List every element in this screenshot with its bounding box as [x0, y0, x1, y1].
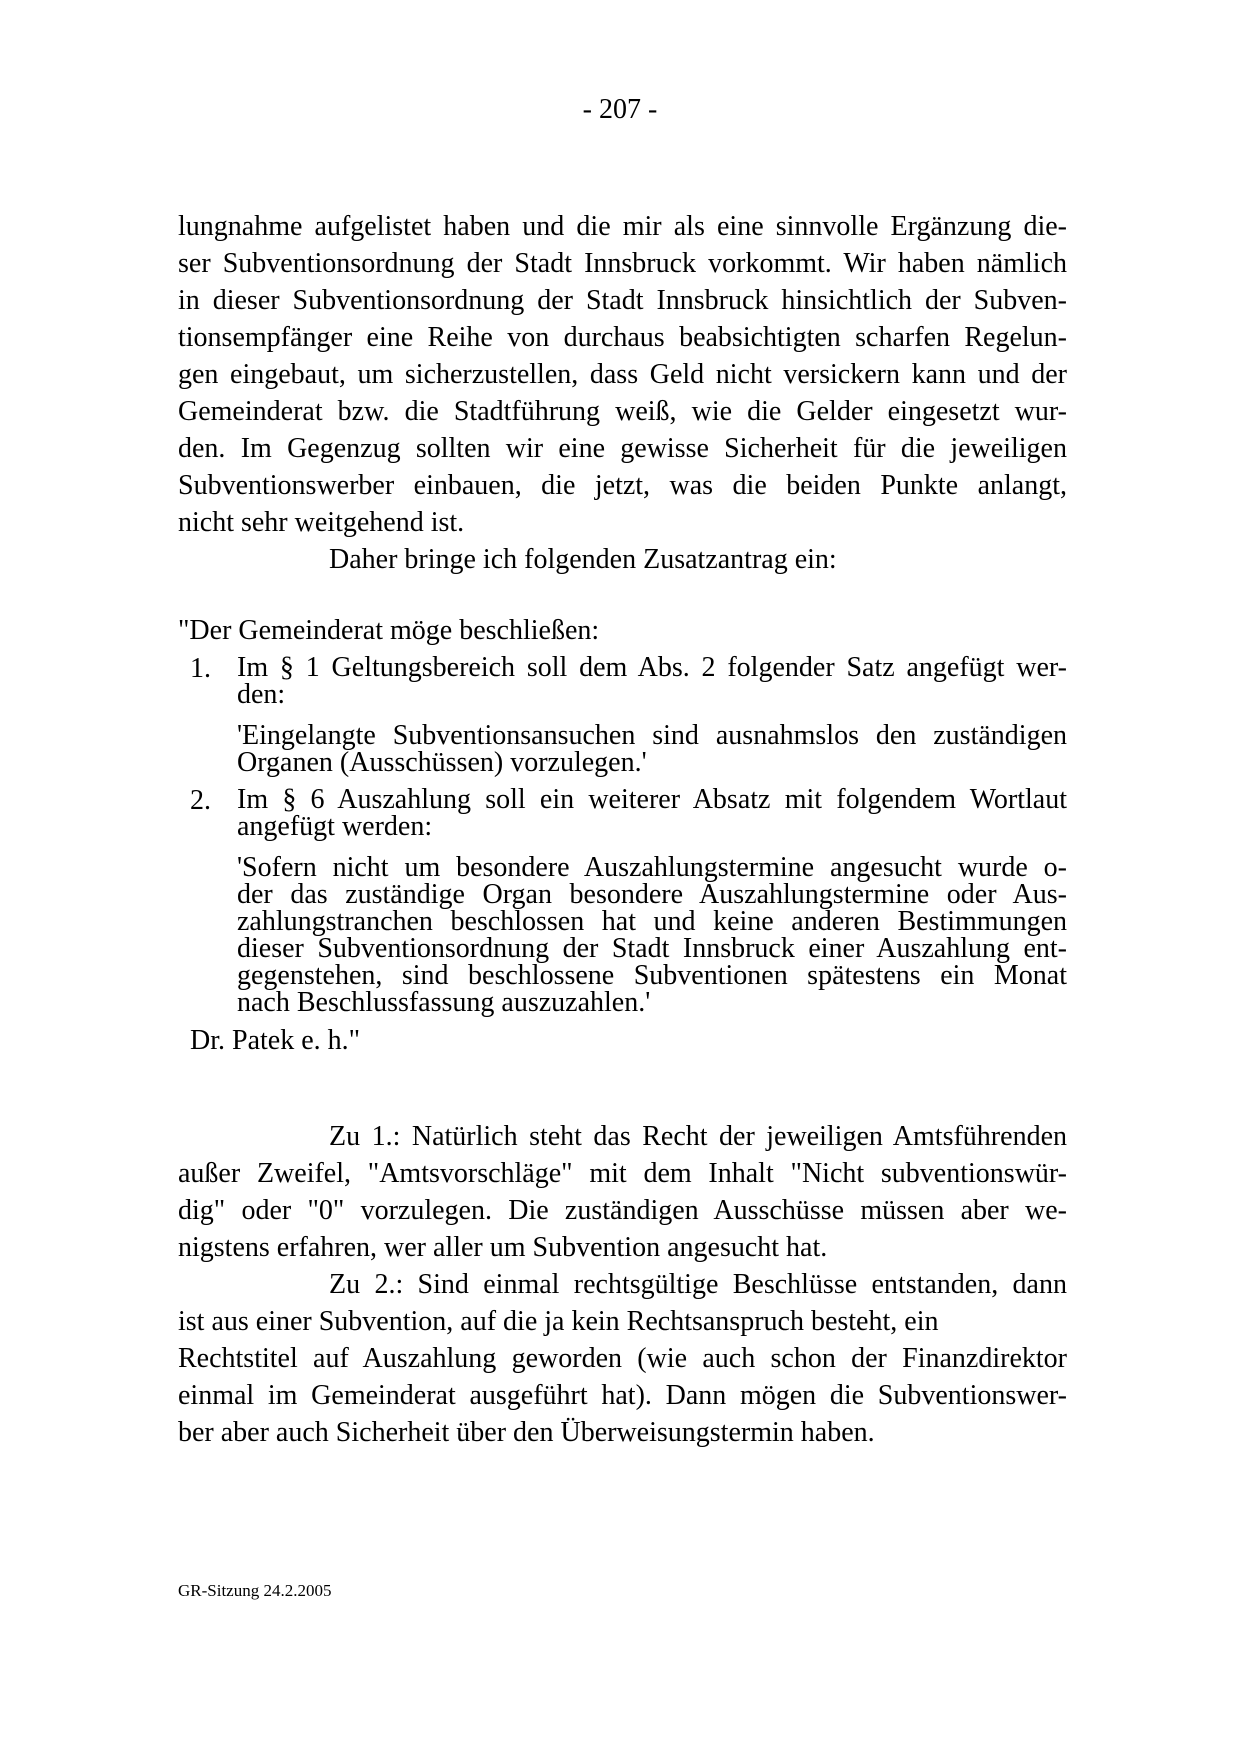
motion-heading: "Der Gemeinderat möge beschließen: [178, 615, 600, 646]
text-line: nach Beschlussfassung auszuzahlen.' [237, 987, 651, 1018]
text-line: Im § 6 Auszahlung soll ein weiterer Absatz mit folgendem Wortlaut [237, 784, 1067, 815]
text-line: der das zuständige Organ besondere Auszahlungstermine oder Aus- [237, 879, 1067, 910]
text-line: ser Subventionsordnung der Stadt Innsbruck vorkommt. Wir haben nämlich [178, 248, 1067, 279]
text-line: außer Zweifel, "Amtsvorschläge" mit dem Inhalt "Nicht subventionswür- [178, 1158, 1067, 1189]
item-number: 1. [190, 653, 211, 684]
text-line: ist aus einer Subvention, auf die ja kein Rechtsanspruch besteht, ein [178, 1306, 939, 1337]
footer: GR-Sitzung 24.2.2005 [178, 1581, 332, 1600]
item-text [237, 786, 1067, 840]
item-quote [237, 722, 1067, 776]
text-line: nicht sehr weitgehend ist. [178, 507, 465, 538]
motion-signature: Dr. Patek e. h." [190, 1025, 361, 1056]
item-text [237, 654, 1067, 708]
text-line: lungnahme aufgelistet haben und die mir als eine sinnvolle Ergänzung die- [178, 211, 1067, 242]
text-line: zahlungstranchen beschlossen hat und keine anderen Bestimmungen [237, 906, 1067, 937]
text-line: Rechtstitel auf Auszahlung geworden (wie auch schon der Finanzdirektor [178, 1343, 1067, 1374]
text-line: den: [237, 679, 286, 710]
text-line: ber aber auch Sicherheit über den Überweisungstermin haben. [178, 1417, 875, 1448]
text-line: Organen (Ausschüssen) vorzulegen.' [237, 747, 647, 778]
text-line: einmal im Gemeinderat ausgeführt hat). Dann mögen die Subventionswer- [178, 1380, 1067, 1411]
item-number: 2. [190, 785, 211, 816]
text-line: nigstens erfahren, wer aller um Subvention angesucht hat. [178, 1232, 828, 1263]
item-quote [237, 854, 1067, 1016]
explanation-paragraph [178, 1118, 1067, 1451]
text-line: 'Sofern nicht um besondere Auszahlungstermine angesucht wurde o- [237, 852, 1067, 883]
text-line: in dieser Subventionsordnung der Stadt Innsbruck hinsichtlich der Subven- [178, 285, 1067, 316]
text-line: Subventionswerber einbauen, die jetzt, was die beiden Punkte anlangt, [178, 470, 1067, 501]
text-line: dig" oder "0" vorzulegen. Die zuständigen Ausschüsse müssen aber we- [178, 1195, 1067, 1226]
intro-paragraph [178, 208, 1067, 578]
text-line: Gemeinderat bzw. die Stadtführung weiß, wie die Gelder eingesetzt wur- [178, 396, 1067, 427]
text-line: den. Im Gegenzug sollten wir eine gewisse Sicherheit für die jeweiligen [178, 433, 1067, 464]
text-line: gen eingebaut, um sicherzustellen, dass Geld nicht versickern kann und der [178, 359, 1067, 390]
text-line: Im § 1 Geltungsbereich soll dem Abs. 2 folgender Satz angefügt wer- [237, 652, 1067, 683]
text-line: angefügt werden: [237, 811, 433, 842]
text-line: gegenstehen, sind beschlossene Subventionen spätestens ein Monat [237, 960, 1067, 991]
text-line: Zu 1.: Natürlich steht das Recht der jeweiligen Amtsführenden [329, 1121, 1067, 1152]
intro-announcement: Daher bringe ich folgenden Zusatzantrag ein: [329, 544, 837, 575]
text-line: 'Eingelangte Subventionsansuchen sind ausnahmslos den zuständigen [237, 720, 1067, 751]
text-line: Zu 2.: Sind einmal rechtsgültige Beschlüsse entstanden, dann [329, 1269, 1067, 1300]
page-number: - 207 - [582, 94, 658, 125]
text-line: tionsempfänger eine Reihe von durchaus beabsichtigten scharfen Regelun- [178, 322, 1067, 353]
text-line: dieser Subventionsordnung der Stadt Innsbruck einer Auszahlung ent- [237, 933, 1067, 964]
